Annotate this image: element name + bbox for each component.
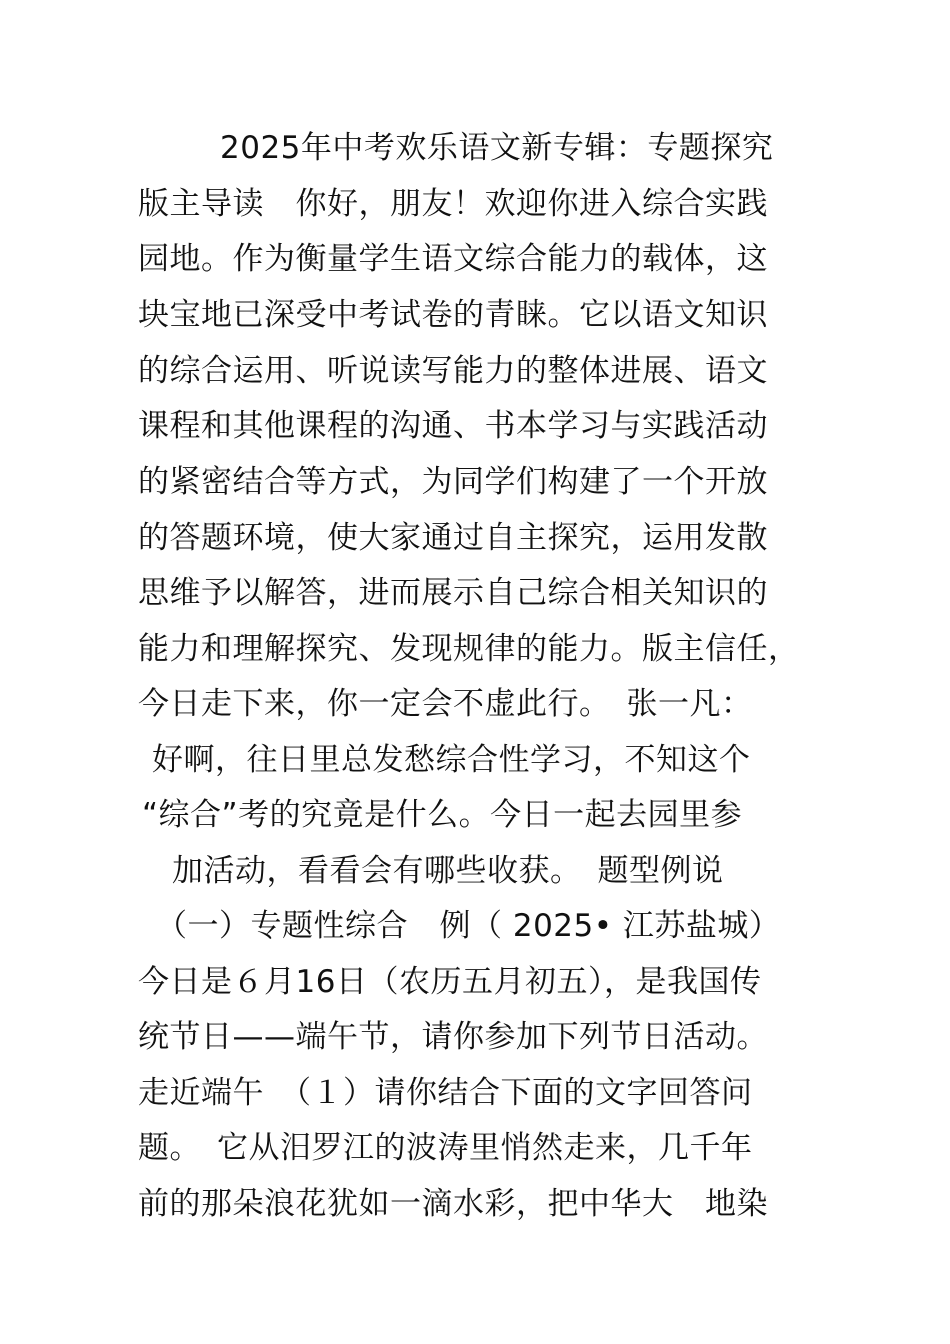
text-line: 统节日——端午节，请你参加下列节日活动。 xyxy=(138,1019,768,1055)
text-line: 加活动，看看会有哪些收获。 题型例说 xyxy=(172,853,724,889)
text-line: 块宝地已深受中考试卷的青睐。它以语文知识 xyxy=(138,297,768,333)
text-line: （一）专题性综合 例（ 2025• 江苏盐城） xyxy=(156,908,781,944)
text-line: 好啊，往日里总发愁综合性学习，不知这个 xyxy=(152,742,751,778)
text-line: 今日走下来，你一定会不虚此行。 张一凡： xyxy=(138,686,753,722)
text-line: 能力和理解探究、发现规律的能力。版主信任， xyxy=(138,631,800,667)
text-line: 前的那朵浪花犹如一滴水彩，把中华大 地染 xyxy=(138,1186,768,1222)
text-line: 题。 它从汨罗江的波涛里悄然走来，几千年 xyxy=(138,1130,753,1166)
text-line: 的紧密结合等方式，为同学们构建了一个开放 xyxy=(138,464,768,500)
text-line: 思维予以解答，进而展示自己综合相关知识的 xyxy=(138,575,768,611)
text-line: 今日是６月16日（农历五月初五），是我国传 xyxy=(138,964,762,1000)
text-line: 园地。作为衡量学生语文综合能力的载体，这 xyxy=(138,241,768,277)
text-line: 课程和其他课程的沟通、书本学习与实践活动 xyxy=(138,408,768,444)
text-line: 的综合运用、听说读写能力的整体进展、语文 xyxy=(138,353,768,389)
text-line: 版主导读 你好，朋友！欢迎你进入综合实践 xyxy=(138,186,768,222)
text-line: 的答题环境，使大家通过自主探究，运用发散 xyxy=(138,520,768,556)
text-line: “综合”考的究竟是什么。今日一起去园里参 xyxy=(142,797,743,833)
document-title: 2025年中考欢乐语文新专辑：专题探究 xyxy=(220,130,774,166)
text-line: 走近端午 （１）请你结合下面的文字回答问 xyxy=(138,1075,753,1111)
